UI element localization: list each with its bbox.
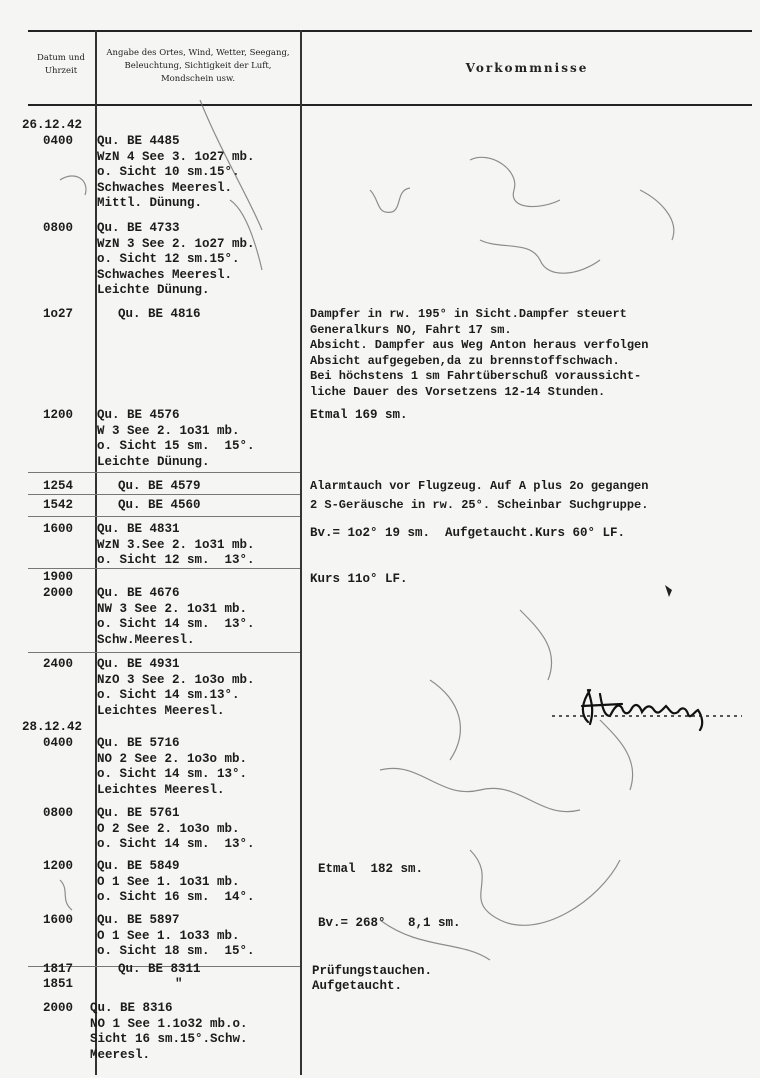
log-place: Qu. BE 4485 WzN 4 See 3. 1o27 mb. o. Sicht 10 sm.15°. Schwaches Meeresl. Mittl. Dünung.	[97, 134, 255, 210]
log-time: 0800	[43, 806, 74, 820]
log-time: 2000	[43, 586, 74, 600]
log-events: Aufgetaucht.	[312, 979, 403, 993]
log-place: Qu. BE 8316 NO 1 See 1.1o32 mb.o. Sicht 16 sm.15°.Schw. Meeresl.	[90, 1001, 248, 1062]
row-separator	[28, 516, 300, 517]
log-place: Qu. BE 5716 NO 2 See 2. 1o3o mb. o. Sicht 14 sm. 13°. Leichtes Meeresl.	[97, 736, 248, 797]
log-place: Qu. BE 5897 O 1 See 1. 1o33 mb. o. Sicht 18 sm. 15°.	[97, 913, 255, 958]
row-separator	[28, 472, 300, 473]
header-bottom-rule	[28, 104, 752, 106]
log-time: 1200	[43, 859, 74, 873]
log-events: Kurs 11o° LF.	[310, 572, 408, 586]
log-events: 2 S-Geräusche in rw. 25°. Scheinbar Suchgruppe.	[310, 498, 649, 512]
log-date: 28.12.42	[22, 720, 83, 734]
log-place: Qu. BE 8311	[118, 962, 201, 976]
header-top-rule	[28, 30, 752, 32]
log-place: Qu. BE 4579	[118, 479, 201, 493]
log-events: Prüfungstauchen.	[312, 964, 433, 978]
log-events: Bv.= 1o2° 19 sm. Aufgetaucht.Kurs 60° LF.	[310, 526, 626, 540]
log-place: Qu. BE 4931 NzO 3 See 2. 1o3o mb. o. Sicht 14 sm.13°. Leichtes Meeresl.	[97, 657, 255, 718]
column-header-date: Datum und Uhrzeit	[37, 53, 85, 76]
column-header-place: Angabe des Ortes, Wind, Wetter, Seegang, Beleuchtung, Sichtigkeit der Luft, Mondschein usw.	[106, 48, 290, 84]
log-time: 1817	[43, 962, 74, 976]
log-time: 1542	[43, 498, 74, 512]
log-time: 1600	[43, 522, 74, 536]
log-events: Bv.= 268° 8,1 sm.	[318, 916, 461, 930]
log-time: 1600	[43, 913, 74, 927]
log-events: Alarmtauch vor Flugzeug. Auf A plus 2o gegangen	[310, 479, 649, 493]
log-place: Qu. BE 5849 O 1 See 1. 1o31 mb. o. Sicht 16 sm. 14°.	[97, 859, 255, 904]
log-time: 2400	[43, 657, 74, 671]
row-separator	[28, 652, 300, 653]
log-events: Etmal 169 sm.	[310, 408, 408, 422]
handwritten-signature	[552, 672, 742, 732]
log-place: Qu. BE 4831 WzN 3.See 2. 1o31 mb. o. Sicht 12 sm. 13°.	[97, 522, 255, 567]
column-divider-2	[300, 30, 302, 1075]
log-time: 2000	[43, 1001, 74, 1015]
log-place: Qu. BE 4576 W 3 See 2. 1o31 mb. o. Sicht 15 sm. 15°. Leichte Dünung.	[97, 408, 255, 469]
log-events: Etmal 182 sm.	[318, 862, 424, 876]
log-time: 1200	[43, 408, 74, 422]
log-date: 26.12.42	[22, 118, 83, 132]
log-time: 0800	[43, 221, 74, 235]
log-place: Qu. BE 4560	[118, 498, 201, 512]
log-place: Qu. BE 4816	[118, 307, 201, 321]
log-time: 1o27	[43, 307, 74, 321]
log-events: Dampfer in rw. 195° in Sicht.Dampfer steuert Generalkurs NO, Fahrt 17 sm. Absicht. Dampfer aus Weg Anton heraus verfolgen Absicht aufgegeben,da zu brennstoffschwach. Bei höchstens 1 sm Fahrtüberschuß voraussicht- liche Dauer des Vorsetzens 12-14 Stunden.	[310, 307, 649, 399]
log-time: 1254	[43, 479, 74, 493]
log-place: Qu. BE 5761 O 2 See 2. 1o3o mb. o. Sicht 14 sm. 13°.	[97, 806, 255, 851]
log-time: 1900	[43, 570, 74, 584]
log-time: 0400	[43, 134, 74, 148]
column-header-events: Vorkommnisse	[465, 61, 589, 75]
log-place: Qu. BE 4733 WzN 3 See 2. 1o27 mb. o. Sicht 12 sm.15°. Schwaches Meeresl. Leichte Dünung.	[97, 221, 255, 297]
log-place: "	[175, 977, 183, 991]
log-place: Qu. BE 4676 NW 3 See 2. 1o31 mb. o. Sicht 14 sm. 13°. Schw.Meeresl.	[97, 586, 255, 647]
log-time: 1851	[43, 977, 74, 991]
log-time: 0400	[43, 736, 74, 750]
